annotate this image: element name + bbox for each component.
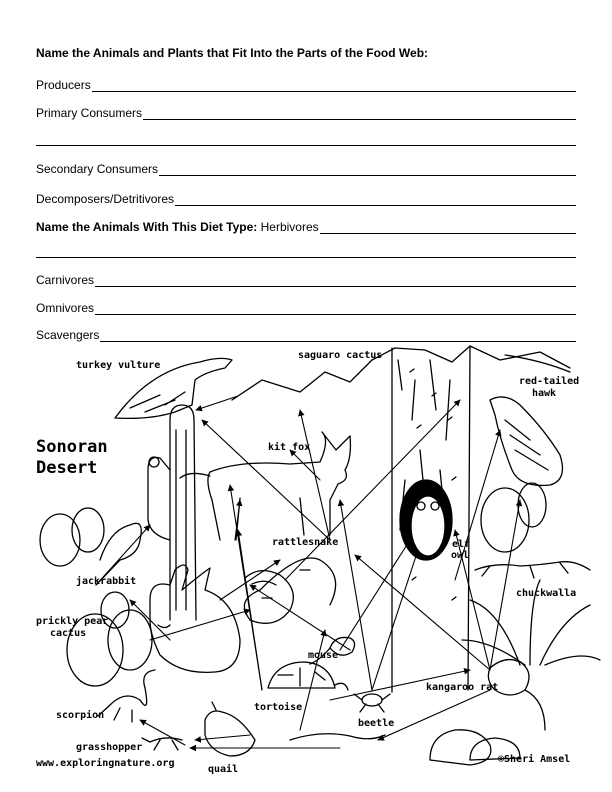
decomposers-answer-line[interactable]	[175, 194, 576, 206]
diet-type-heading: Name the Animals With This Diet Type:	[36, 220, 258, 234]
website-credit: www.exploringnature.org	[36, 758, 175, 769]
producers-answer-line[interactable]	[92, 80, 576, 92]
carnivores-answer-line[interactable]	[95, 275, 576, 287]
omnivores-row	[36, 299, 576, 315]
label-jackrabbit: jackrabbit	[76, 576, 137, 587]
lizard-illustration	[290, 734, 385, 740]
red-tailed-hawk-illustration	[490, 397, 562, 485]
label-tortoise: tortoise	[254, 702, 303, 713]
producers-label: Producers	[36, 78, 91, 92]
secondary-consumers-answer-line[interactable]	[159, 164, 576, 176]
secondary-consumers-label: Secondary Consumers	[36, 162, 159, 176]
label-grasshopper: grasshopper	[76, 742, 143, 753]
primary-consumers-extra-line[interactable]	[36, 145, 576, 146]
scorpion-illustration	[98, 670, 155, 722]
label-saguaro-cactus: saguaro cactus	[298, 350, 383, 361]
tortoise-illustration	[268, 662, 348, 690]
label-elf: elf	[452, 539, 471, 550]
omnivores-label: Omnivores	[36, 301, 95, 315]
primary-consumers-label: Primary Consumers	[36, 106, 143, 120]
small-saguaro-illustration	[148, 405, 196, 620]
elf-owl-illustration	[400, 480, 452, 560]
herbivores-row	[36, 218, 576, 234]
region-title-line1: Sonoran	[36, 437, 108, 457]
label-red-tailed: red-tailed	[519, 376, 580, 387]
label-beetle: beetle	[358, 718, 395, 729]
scavengers-label: Scavengers	[36, 328, 100, 342]
food-web-illustration	[0, 340, 612, 792]
decomposers-row	[36, 190, 576, 206]
label-hawk: hawk	[532, 388, 557, 399]
region-title-line2: Desert	[36, 458, 98, 478]
label-cactus: cactus	[50, 628, 87, 639]
beetle-illustration	[362, 694, 382, 706]
producers-row	[36, 76, 576, 92]
label-rattlesnake: rattlesnake	[272, 537, 339, 548]
herbivores-label: Herbivores	[260, 220, 319, 234]
label-owl: owl	[451, 550, 470, 561]
label-chuckwalla: chuckwalla	[516, 588, 577, 599]
label-mouse: mouse	[308, 650, 339, 661]
primary-consumers-answer-line[interactable]	[143, 108, 576, 120]
label-kangaroo-rat: kangaroo rat	[426, 682, 499, 693]
omnivores-answer-line[interactable]	[95, 303, 576, 315]
carnivores-label: Carnivores	[36, 273, 95, 287]
worksheet-title: Name the Animals and Plants that Fit Into the Parts of the Food Web:	[36, 46, 429, 60]
label-quail: quail	[208, 764, 239, 775]
label-turkey-vulture: turkey vulture	[76, 360, 161, 371]
label-scorpion: scorpion	[56, 710, 105, 721]
primary-consumers-row	[36, 104, 576, 120]
copyright-credit: ©Sheri Amsel	[498, 754, 571, 765]
carnivores-row	[36, 271, 576, 287]
label-prickly-pear: prickly pear	[36, 616, 109, 627]
mountain-outline	[232, 346, 570, 400]
chuckwalla-illustration	[475, 562, 590, 578]
kangaroo-rat-illustration	[488, 660, 545, 730]
prickly-pear-cactus-illustration	[40, 508, 152, 686]
herbivores-answer-line[interactable]	[320, 222, 576, 234]
decomposers-label: Decomposers/Detritivores	[36, 192, 175, 206]
label-kit-fox: kit fox	[268, 442, 311, 453]
kit-fox-illustration	[180, 432, 350, 540]
herbivores-extra-line[interactable]	[36, 257, 576, 258]
secondary-consumers-row	[36, 160, 576, 176]
